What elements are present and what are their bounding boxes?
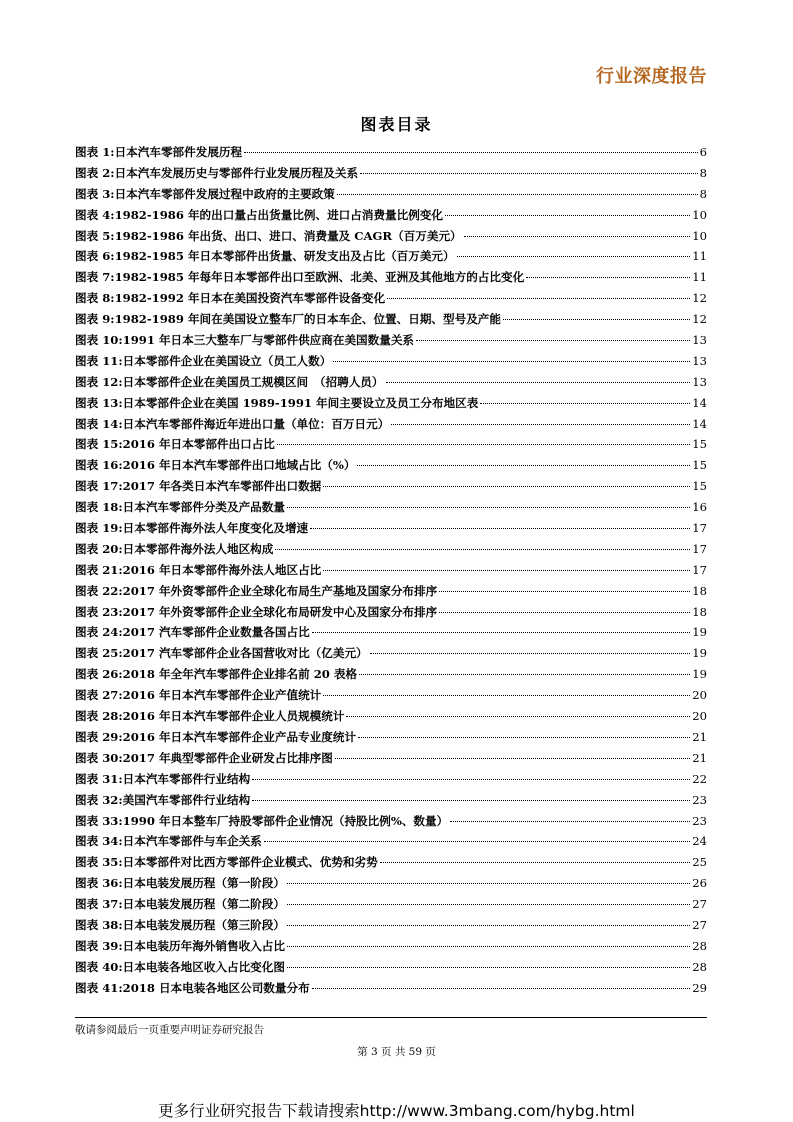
toc-entry-label: 图表 13: — [75, 395, 123, 410]
toc-entry[interactable] — [75, 792, 707, 813]
toc-entry-page: 14 — [692, 395, 707, 410]
toc-entry-title: 日本电装历年海外销售收入占比 — [122, 938, 285, 953]
toc-entry-title: 1991 年日本三大整车厂与零部件供应商在美国数量关系 — [122, 333, 415, 348]
toc-entry[interactable] — [75, 416, 707, 437]
page-number: 第 3 页 共 59 页 — [357, 1046, 436, 1058]
toc-entry[interactable] — [75, 980, 707, 1001]
toc-entry-label: 图表 21: — [75, 562, 123, 577]
toc-entry-label: 图表 8: — [75, 291, 115, 306]
toc-entry-title: 日本汽车零部件海近年进出口量（单位：百万日元） — [122, 416, 390, 431]
toc-entry-label: 图表 29: — [75, 729, 123, 744]
toc-entry[interactable] — [75, 562, 707, 583]
toc-leader-dots — [287, 967, 690, 968]
toc-entry-title: 2016 年日本汽车零部件出口地域占比（%） — [122, 458, 356, 473]
toc-entry-page: 14 — [692, 416, 707, 431]
toc-leader-dots — [287, 925, 690, 926]
toc-entry[interactable] — [75, 917, 707, 938]
toc-entry-page: 21 — [692, 729, 707, 744]
toc-entry-title: 日本汽车零部件发展历程 — [114, 145, 243, 159]
toc-entry-page: 13 — [692, 374, 707, 389]
toc-leader-dots — [480, 403, 690, 404]
toc-entry-title: 日本电装发展历程（第三阶段） — [122, 917, 285, 932]
toc-entry-page: 25 — [692, 855, 707, 870]
toc-leader-dots — [333, 361, 690, 362]
toc-entry[interactable] — [75, 374, 707, 395]
toc-entry-label: 图表 17: — [75, 479, 123, 494]
toc-leader-dots — [310, 528, 690, 529]
toc-entry[interactable] — [75, 436, 707, 457]
toc-entry-title: 2017 年各类日本汽车零部件出口数据 — [122, 479, 322, 494]
toc-entry[interactable] — [75, 520, 707, 541]
toc-entry-page: 19 — [692, 625, 707, 640]
toc-entry-label: 图表 16: — [75, 458, 123, 473]
toc-entry-page: 21 — [692, 750, 707, 765]
toc-entry-label: 图表 2: — [75, 165, 115, 180]
toc-entry-title: 2016 年日本零部件出口占比 — [122, 437, 275, 452]
report-type-label: 行业深度报告 — [596, 66, 707, 87]
toc-entry[interactable] — [75, 624, 707, 645]
toc-entry-page: 10 — [692, 228, 707, 243]
toc-entry[interactable] — [75, 771, 707, 792]
disclaimer-note: 敬请参阅最后一页重要声明证券研究报告 — [75, 1024, 264, 1036]
toc-entry-title: 日本电装发展历程（第二阶段） — [122, 897, 285, 912]
toc-entry-label: 图表 15: — [75, 437, 123, 452]
toc-leader-dots — [357, 465, 690, 466]
toc-entry[interactable] — [75, 269, 707, 290]
toc-entry-label: 图表 31: — [75, 771, 123, 786]
toc-entry-title: 2017 汽车零部件企业各国营收对比（亿美元） — [122, 646, 368, 661]
toc-entry[interactable] — [75, 332, 707, 353]
toc-leader-dots — [275, 549, 690, 550]
toc-entry-title: 美国汽车零部件行业结构 — [122, 792, 251, 807]
toc-entry[interactable] — [75, 165, 707, 186]
toc-entry-page: 27 — [692, 917, 707, 932]
toc-entry-label: 图表 26: — [75, 667, 123, 682]
toc-entry-title: 日本零部件企业在美国 1989-1991 年间主要设立及员工分布地区表 — [122, 395, 479, 410]
toc-entry[interactable] — [75, 395, 707, 416]
toc-entry[interactable] — [75, 144, 707, 165]
toc-entry-page: 29 — [692, 980, 707, 995]
toc-leader-dots — [264, 841, 690, 842]
toc-leader-dots — [252, 800, 690, 801]
toc-entry-title: 2016 年日本零部件海外法人地区占比 — [122, 562, 322, 577]
toc-entry-label: 图表 22: — [75, 583, 123, 598]
toc-entry-page: 17 — [692, 541, 707, 556]
toc-entry-title: 日本汽车零部件分类及产品数量 — [122, 500, 285, 515]
toc-entry-page: 12 — [692, 312, 707, 327]
toc-entry[interactable] — [75, 938, 707, 959]
toc-leader-dots — [416, 340, 690, 341]
toc-entry-page: 16 — [692, 500, 707, 515]
toc-entry-label: 图表 27: — [75, 688, 123, 703]
toc-entry-page: 11 — [692, 249, 707, 264]
toc-entry[interactable] — [75, 645, 707, 666]
toc-entry-title: 2016 年日本汽车零部件企业人员规模统计 — [122, 709, 345, 724]
toc-entry[interactable] — [75, 499, 707, 520]
toc-entry[interactable] — [75, 750, 707, 771]
toc-entry-label: 图表 25: — [75, 646, 123, 661]
toc-entry-label: 图表 4: — [75, 207, 115, 222]
toc-entry-title: 2017 年外资零部件企业全球化布局研发中心及国家分布排序 — [122, 604, 438, 619]
toc-entry-title: 2017 汽车零部件企业数量各国占比 — [122, 625, 310, 640]
toc-leader-dots — [391, 424, 690, 425]
toc-leader-dots — [450, 821, 690, 822]
toc-entry-title: 2018 年全年汽车零部件企业排名前 20 表格 — [122, 667, 358, 682]
toc-entry[interactable] — [75, 541, 707, 562]
toc-entry[interactable] — [75, 687, 707, 708]
toc-entry-label: 图表 1: — [75, 145, 115, 159]
toc-entry-page: 28 — [692, 959, 707, 974]
toc-entry-label: 图表 19: — [75, 521, 123, 536]
toc-entry-label: 图表 33: — [75, 813, 123, 828]
toc-entry[interactable] — [75, 813, 707, 834]
toc-entry[interactable] — [75, 248, 707, 269]
toc-entry-page: 12 — [692, 291, 707, 306]
toc-entry-page: 19 — [692, 646, 707, 661]
toc-entry-title: 日本汽车发展历史与零部件行业发展历程及关系 — [114, 165, 359, 180]
toc-entry-title: 1982-1989 年间在美国设立整车厂的日本车企、位置、日期、型号及产能 — [114, 312, 501, 327]
toc-entry[interactable] — [75, 833, 707, 854]
toc-entry-page: 17 — [692, 521, 707, 536]
toc-entry-label: 图表 37: — [75, 897, 123, 912]
toc-entry-title: 日本汽车零部件发展过程中政府的主要政策 — [114, 186, 335, 201]
toc-entry-label: 图表 40: — [75, 959, 123, 974]
toc-entry-label: 图表 7: — [75, 270, 115, 285]
toc-leader-dots — [287, 883, 690, 884]
toc-entry-label: 图表 38: — [75, 917, 123, 932]
toc-entry-page: 18 — [692, 583, 707, 598]
download-promo-text: 更多行业研究报告下载请搜索http://www.3mbang.com/hybg.html — [158, 1102, 635, 1120]
footer-divider — [75, 1017, 707, 1018]
toc-entry-label: 图表 41: — [75, 980, 123, 995]
toc-entry-label: 图表 20: — [75, 541, 123, 556]
toc-entry-label: 图表 10: — [75, 333, 123, 348]
toc-entry-page: 8 — [699, 165, 707, 180]
toc-entry[interactable] — [75, 666, 707, 687]
toc-entry[interactable] — [75, 186, 707, 207]
toc-entry-title: 日本电装发展历程（第一阶段） — [122, 876, 285, 891]
toc-entry-title: 日本零部件对比西方零部件企业模式、优势和劣势 — [122, 855, 378, 870]
toc-leader-dots — [277, 444, 690, 445]
toc-entry[interactable] — [75, 729, 707, 750]
toc-leader-dots — [346, 716, 690, 717]
toc-entry-title: 1990 年日本整车厂持股零部件企业情况（持股比例%、数量） — [122, 813, 449, 828]
toc-entry-page: 20 — [692, 688, 707, 703]
toc-entry-title: 日本零部件企业在美国员工规模区间 （招聘人员） — [122, 374, 384, 389]
toc-entry-label: 图表 9: — [75, 312, 115, 327]
toc-leader-dots — [380, 862, 691, 863]
toc-entry[interactable] — [75, 604, 707, 625]
toc-leader-dots — [312, 632, 691, 633]
toc-entry-label: 图表 23: — [75, 604, 123, 619]
toc-entry-page: 28 — [692, 938, 707, 953]
toc-entry[interactable] — [75, 959, 707, 980]
toc-entry-title: 1982-1992 年日本在美国投资汽车零部件设备变化 — [114, 291, 386, 306]
toc-entry[interactable] — [75, 457, 707, 478]
toc-entry-label: 图表 35: — [75, 855, 123, 870]
toc-entry-title: 日本零部件海外法人地区构成 — [122, 541, 274, 556]
toc-entry-page: 13 — [692, 333, 707, 348]
toc-entry-title: 日本电装各地区收入占比变化图 — [122, 959, 285, 974]
toc-leader-dots — [457, 256, 691, 257]
toc-entry[interactable] — [75, 228, 707, 249]
toc-entry-page: 8 — [699, 186, 707, 201]
toc-entry-label: 图表 3: — [75, 186, 115, 201]
toc-entry-page: 13 — [692, 353, 707, 368]
toc-entry-label: 图表 30: — [75, 750, 123, 765]
toc-entry-title: 1982-1985 年日本零部件出货量、研发支出及占比（百万美元） — [114, 249, 455, 264]
toc-leader-dots — [312, 988, 691, 989]
toc-entry-page: 10 — [692, 207, 707, 222]
toc-entry-page: 6 — [699, 145, 707, 159]
toc-entry-label: 图表 12: — [75, 374, 123, 389]
toc-leader-dots — [323, 570, 690, 571]
toc-entry-page: 18 — [692, 604, 707, 619]
toc-entry[interactable] — [75, 207, 707, 228]
toc-entry-page: 23 — [692, 792, 707, 807]
toc-entry-page: 15 — [692, 479, 707, 494]
toc-leader-dots — [439, 591, 690, 592]
toc-leader-dots — [287, 507, 690, 508]
toc-entry-page: 11 — [692, 270, 707, 285]
toc-entry[interactable] — [75, 896, 707, 917]
toc-leader-dots — [337, 194, 698, 195]
toc-entry-label: 图表 39: — [75, 938, 123, 953]
toc-leader-dots — [358, 737, 690, 738]
toc-entry-page: 20 — [692, 709, 707, 724]
toc-entry[interactable] — [75, 854, 707, 875]
toc-entry-title: 2017 年外资零部件企业全球化布局生产基地及国家分布排序 — [122, 583, 438, 598]
toc-entry[interactable] — [75, 311, 707, 332]
toc-entry[interactable] — [75, 353, 707, 374]
toc-entry-page: 23 — [692, 813, 707, 828]
toc-entry-title: 1982-1985 年每年日本零部件出口至欧洲、北美、亚洲及其他地方的占比变化 — [114, 270, 525, 285]
toc-entry-label: 图表 24: — [75, 625, 123, 640]
toc-entry-page: 27 — [692, 897, 707, 912]
toc-entry-label: 图表 28: — [75, 709, 123, 724]
toc-entry-page: 19 — [692, 667, 707, 682]
toc-leader-dots — [370, 653, 691, 654]
toc-leader-dots — [464, 236, 691, 237]
toc-leader-dots — [386, 382, 691, 383]
toc-entry-title: 日本汽车零部件行业结构 — [122, 771, 251, 786]
toc-entry-title: 日本零部件海外法人年度变化及增速 — [122, 521, 309, 536]
toc-entry-label: 图表 6: — [75, 249, 115, 264]
toc-title: 图表目录 — [360, 115, 433, 134]
toc-leader-dots — [287, 946, 690, 947]
toc-entry[interactable] — [75, 290, 707, 311]
toc-entry-label: 图表 11: — [75, 353, 123, 368]
toc-entry[interactable] — [75, 583, 707, 604]
toc-entry-page: 26 — [692, 876, 707, 891]
toc-leader-dots — [526, 277, 690, 278]
toc-leader-dots — [439, 612, 690, 613]
toc-entry[interactable] — [75, 875, 707, 896]
toc-entry-label: 图表 5: — [75, 228, 115, 243]
toc-entry[interactable] — [75, 478, 707, 499]
toc-entry-page: 24 — [692, 834, 707, 849]
toc-entry-label: 图表 34: — [75, 834, 123, 849]
toc-leader-dots — [323, 695, 690, 696]
toc-leader-dots — [335, 758, 690, 759]
toc-leader-dots — [244, 152, 697, 153]
toc-entry-title: 2016 年日本汽车零部件企业产品专业度统计 — [122, 729, 357, 744]
toc-leader-dots — [287, 904, 690, 905]
toc-leader-dots — [323, 486, 690, 487]
table-of-figures — [75, 144, 707, 1001]
toc-entry-label: 图表 18: — [75, 500, 123, 515]
toc-entry-page: 15 — [692, 437, 707, 452]
toc-entry-label: 图表 14: — [75, 416, 123, 431]
toc-entry-label: 图表 36: — [75, 876, 123, 891]
toc-entry-title: 2017 年典型零部件企业研发占比排序图 — [122, 750, 333, 765]
toc-entry-title: 1982-1986 年的出口量占出货量比例、进口占消费量比例变化 — [114, 207, 444, 222]
toc-leader-dots — [503, 319, 690, 320]
toc-entry-title: 日本汽车零部件与车企关系 — [122, 834, 262, 849]
toc-entry[interactable] — [75, 708, 707, 729]
toc-entry-title: 2018 日本电装各地区公司数量分布 — [122, 980, 310, 995]
toc-entry-page: 17 — [692, 562, 707, 577]
toc-entry-title: 日本零部件企业在美国设立（员工人数） — [122, 353, 332, 368]
toc-entry-title: 1982-1986 年出货、出口、进口、消费量及 CAGR（百万美元） — [114, 228, 462, 243]
toc-entry-page: 22 — [692, 771, 707, 786]
toc-leader-dots — [445, 215, 690, 216]
toc-leader-dots — [360, 173, 698, 174]
toc-leader-dots — [387, 298, 690, 299]
toc-leader-dots — [252, 779, 690, 780]
toc-entry-label: 图表 32: — [75, 792, 123, 807]
toc-entry-page: 15 — [692, 458, 707, 473]
toc-entry-title: 2016 年日本汽车零部件企业产值统计 — [122, 688, 322, 703]
toc-leader-dots — [359, 674, 690, 675]
